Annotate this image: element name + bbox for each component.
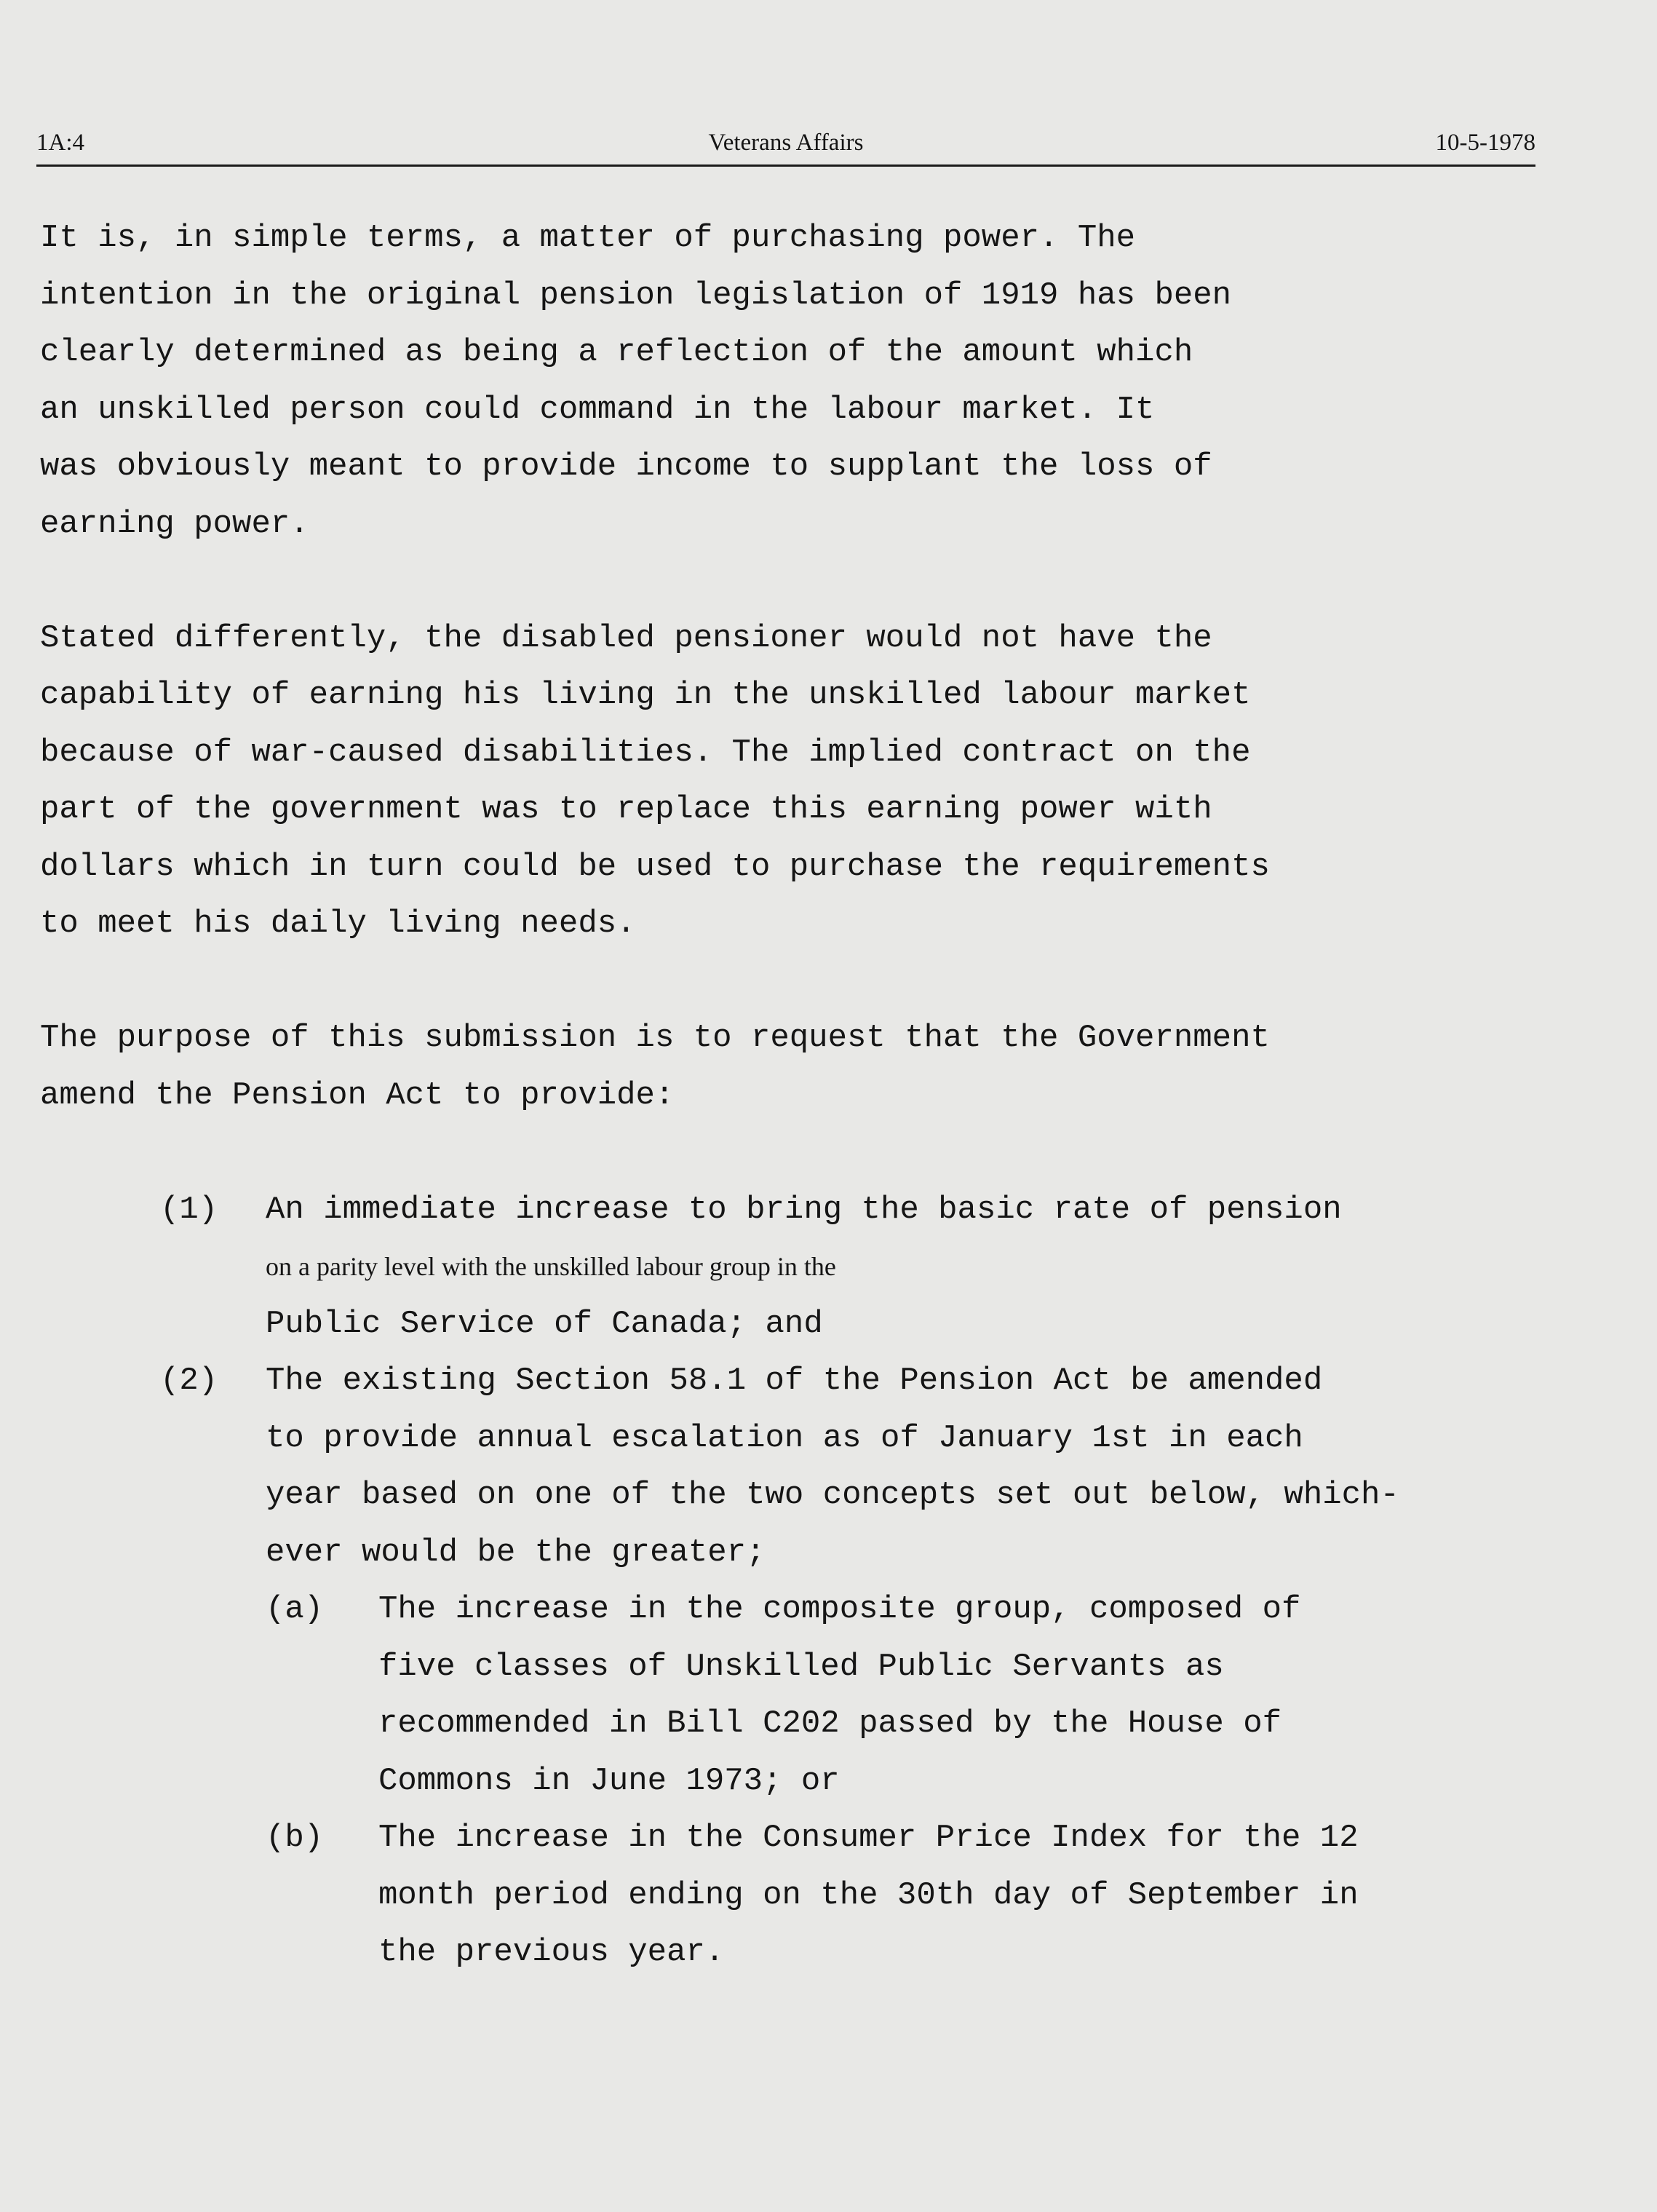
header-date: 10-5-1978 — [1435, 130, 1535, 156]
header-rule — [36, 164, 1535, 167]
document-body — [40, 210, 1568, 1981]
item-number: (a) — [266, 1591, 324, 1628]
list-item-1 — [160, 1181, 1568, 1353]
text-line: ever would be the greater; — [266, 1534, 766, 1571]
text-line: the previous year. — [378, 1934, 725, 1970]
text-line: five classes of Unskilled Public Servants as — [378, 1648, 1224, 1685]
text-line: Commons in June 1973; or — [378, 1762, 840, 1799]
text-line: to meet his daily living needs. — [40, 905, 636, 942]
text-line: Stated differently, the disabled pensioner would not have the — [40, 619, 1212, 657]
item-number: (2) — [160, 1363, 218, 1399]
text-line: The existing Section 58.1 of the Pension Act be amended — [266, 1363, 1323, 1399]
sub-item-b — [266, 1809, 1568, 1981]
text-line: was obviously meant to provide income to supplant the loss of — [40, 448, 1212, 485]
text-line: month period ending on the 30th day of September in — [378, 1876, 1359, 1914]
text-line: part of the government was to replace this earning power with — [40, 791, 1212, 828]
list-item-2 — [160, 1352, 1568, 1581]
text-line: capability of earning his living in the unskilled labour market — [40, 677, 1251, 713]
text-line: earning power. — [40, 505, 309, 542]
paragraph-purpose — [40, 1010, 1568, 1124]
header-title: Veterans Affairs — [708, 130, 864, 156]
text-line: clearly determined as being a reflection of the amount which — [40, 334, 1193, 370]
paragraph-gap — [40, 1124, 1568, 1181]
text-line: It is, in simple terms, a matter of purchasing power. The — [40, 220, 1136, 256]
text-line: The purpose of this submission is to request that the Government — [40, 1020, 1270, 1056]
text-line: recommended in Bill C202 passed by the House of — [378, 1705, 1282, 1742]
item-number: (1) — [160, 1191, 218, 1228]
paragraph-stated-differently — [40, 610, 1568, 953]
text-line: year based on one of the two concepts set out below, which- — [266, 1477, 1399, 1513]
text-line: The increase in the composite group, composed of — [378, 1591, 1301, 1628]
text-line: on a parity level with the unskilled labour group in the — [266, 1252, 836, 1281]
paragraph-purchasing-power — [40, 210, 1568, 552]
paragraph-gap — [40, 953, 1568, 1010]
sub-item-a — [266, 1581, 1568, 1809]
text-line: an unskilled person could command in the labour market. It — [40, 391, 1155, 428]
page-header — [36, 125, 1535, 162]
page-label: 1A:4 — [36, 130, 84, 156]
text-line: The increase in the Consumer Price Index for the 12 — [378, 1820, 1359, 1856]
text-line: amend the Pension Act to provide: — [40, 1077, 675, 1114]
text-line: An immediate increase to bring the basic rate of pension — [266, 1191, 1342, 1228]
text-line: because of war-caused disabilities. The implied contract on the — [40, 734, 1251, 771]
text-line: Public Service of Canada; and — [266, 1305, 823, 1342]
text-line: intention in the original pension legislation of 1919 has been — [40, 277, 1232, 314]
text-line: dollars which in turn could be used to purchase the requirements — [40, 848, 1270, 885]
item-number: (b) — [266, 1820, 324, 1856]
text-line: to provide annual escalation as of January 1st in each — [266, 1419, 1303, 1456]
paragraph-gap — [40, 552, 1568, 610]
